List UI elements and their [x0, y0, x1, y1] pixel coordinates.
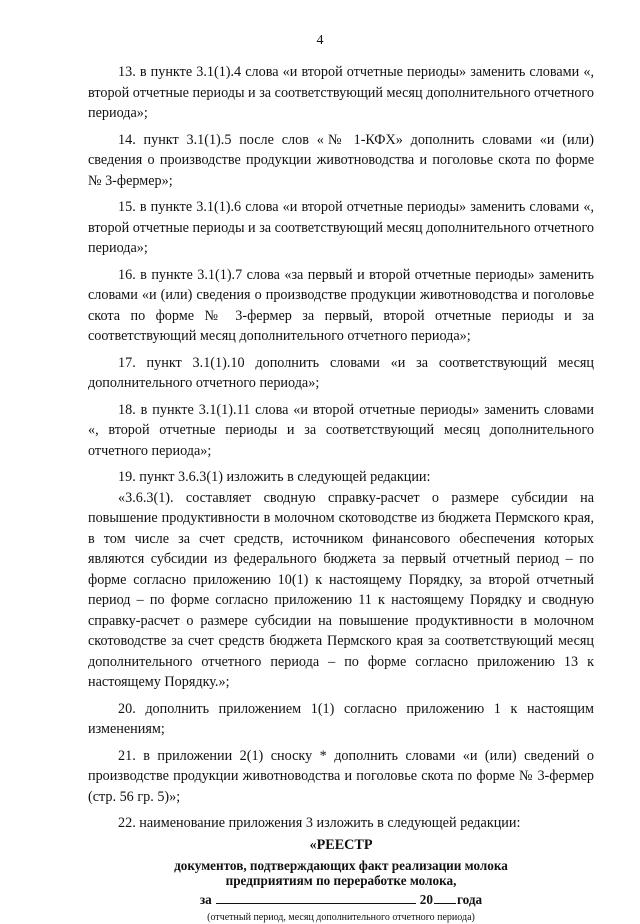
document-body — [88, 62, 594, 924]
reestr-heading — [88, 836, 594, 924]
reporting-period-line — [88, 892, 594, 908]
paragraph-19: 19. пункт 3.6.3(1) изложить в следующей редакции: — [118, 469, 431, 485]
paragraph-21: 21. в приложении 2(1) сноску * дополнить словами «и (или) сведений о производстве продукции животноводства и поголовье скота по форме № 3-фермер (стр. 56 гр. 5)»; — [88, 747, 594, 805]
year-prefix: 20 — [419, 891, 433, 907]
paragraph-22: 22. наименование приложения 3 изложить в следующей редакции: — [118, 815, 521, 831]
paragraph-16: 16. в пункте 3.1(1).7 слова «за первый и второй отчетные периоды» заменить словами «и (или) сведения о производстве продукции животноводства и поголовье скота по форме № 3-фермер за первый, второй отчетные периоды и за соответствующий месяц дополнительного отчетного периода»; — [88, 266, 594, 344]
paragraph-20: 20. дополнить приложением 1(1) согласно приложению 1 к настоящим изменениям; — [88, 700, 594, 737]
reestr-title: «РЕЕСТР — [309, 836, 373, 853]
reestr-subtitle-line1: документов, подтверждающих факт реализации молока — [174, 857, 508, 873]
paragraph-13: 13. в пункте 3.1(1).4 слова «и второй отчетные периоды» заменить словами «, второй отчетные периоды и за соответствующий месяц дополнительного отчетного периода»; — [88, 64, 594, 121]
za-label: за — [199, 891, 212, 907]
paragraph-3-6-3-quote: «3.6.3(1). составляет сводную справку-расчет о размере субсидии на повышение продуктивности в молочном скотоводстве из бюджета Пермского края, в том числе за счет средств, источником финансового обеспечения которых являются субсидии из федерального бюджета за первый отчетный период – по форме согласно приложению 10(1) к настоящему Порядку, за второй отчетный период – по форме согласно приложению 11 к настоящему Порядку и сводную справку-расчет о размере субсидии на повышение продуктивности в молочном скотоводстве за счет средств бюджета Пермского края за соответствующий месяц дополнительного отчетного периода – по форме согласно приложению 13 к настоящему Порядку.»; — [88, 489, 594, 690]
reestr-subtitle-line2: предприятиям по переработке молока, — [225, 872, 457, 888]
paragraph-17: 17. пункт 3.1(1).10 дополнить словами «и за соответствующий месяц дополнительного отчетного периода»; — [88, 354, 594, 391]
paragraph-18: 18. в пункте 3.1(1).11 слова «и второй отчетные периоды» заменить словами «, второй отчетные периоды и за соответствующий месяц дополнительного отчетного периода»; — [88, 401, 594, 459]
page-number: 4 — [316, 33, 324, 48]
year-suffix: года — [456, 891, 483, 907]
paragraph-14: 14. пункт 3.1(1).5 после слов «№ 1-КФХ» дополнить словами «и (или) сведения о производстве продукции животноводства и поголовье скота по форме № 3-фермер»; — [88, 131, 594, 189]
paragraph-15: 15. в пункте 3.1(1).6 слова «и второй отчетные периоды» заменить словами «, второй отчетные периоды и за соответствующий месяц дополнительного отчетного периода»; — [88, 199, 594, 256]
period-caption: (отчетный период, месяц дополнительного отчетного периода) — [207, 911, 475, 923]
year-blank — [434, 892, 456, 904]
period-blank — [216, 892, 416, 904]
